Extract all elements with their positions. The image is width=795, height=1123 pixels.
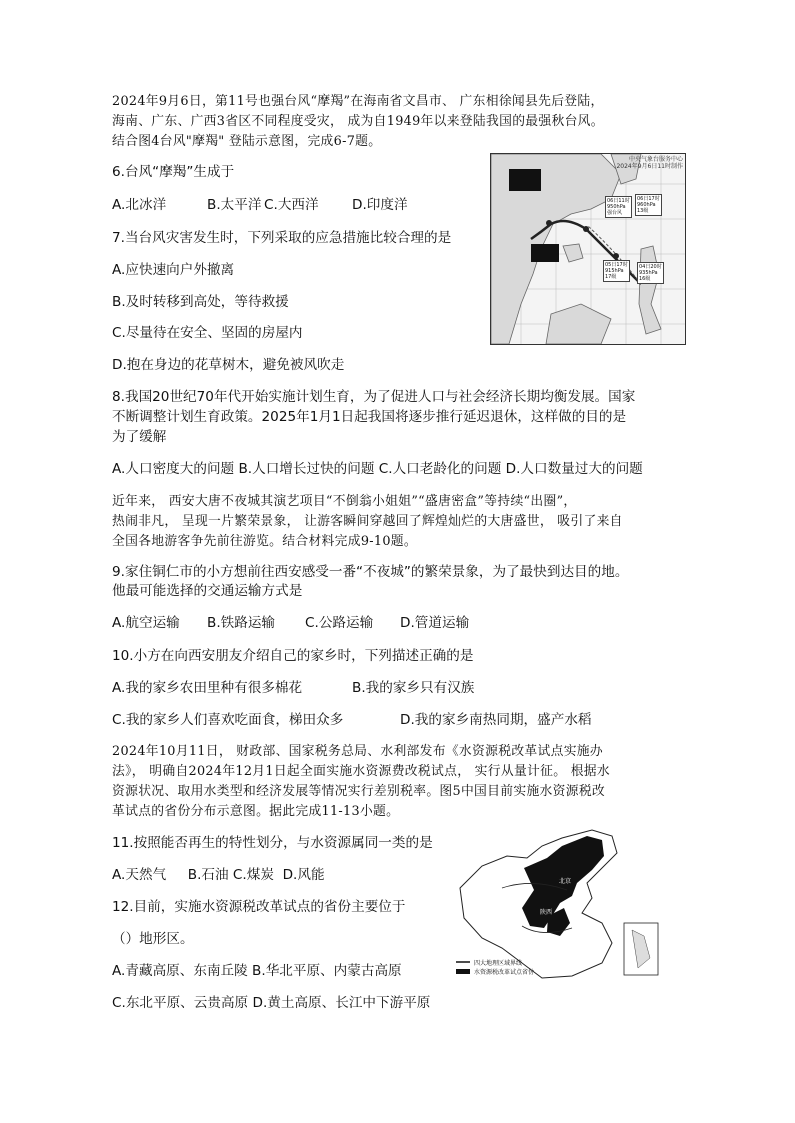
q6-option-c[interactable]: C.大西洋 xyxy=(264,197,319,213)
question-12-stem: 12.目前，实施水资源税改革试点的省份主要位于 xyxy=(112,899,406,915)
legend-pilot-province: 水资源税改革试点省份 xyxy=(474,969,535,976)
province-label: 陕西 xyxy=(540,909,553,916)
province-label: 北京 xyxy=(559,878,572,885)
q10-option-d[interactable]: D.我的家乡南热同期，盛产水稻 xyxy=(400,712,592,728)
intro-line: 结合图4台风"摩羯" 登陆示意图，完成6-7题。 xyxy=(112,134,382,149)
water-tax-province-map xyxy=(452,828,674,988)
question-12-stem: （）地形区。 xyxy=(112,931,194,947)
q8-options[interactable]: A.人口密度大的问题 B.人口增长过快的问题 C.人口老龄化的问题 D.人口数量过大的问题 xyxy=(112,461,643,477)
q11-options[interactable]: A.天然气 B.石油 C.煤炭 D.风能 xyxy=(112,867,325,883)
question-9-stem: 9.家住铜仁市的小方想前往西安感受一番“不夜城”的繁荣景象，为了最快到达目的地。 xyxy=(112,564,629,580)
q6-option-b[interactable]: B.太平洋 xyxy=(207,197,262,213)
map-label-box: 04日20时 935hPa 16级 xyxy=(639,264,662,282)
q7-option-c[interactable]: C.尽量待在安全、坚固的房屋内 xyxy=(112,325,303,341)
q9-option-a[interactable]: A.航空运输 xyxy=(112,615,180,631)
question-9-stem: 他最可能选择的交通运输方式是 xyxy=(112,583,303,599)
intro-line: 资源状况、取用水类型和经济发展等情况实行差别税率。图5中国目前实施水资源税改 xyxy=(112,784,606,799)
q10-option-a[interactable]: A.我的家乡农田里种有很多棉花 xyxy=(112,680,303,696)
question-8-stem: 为了缓解 xyxy=(112,429,167,445)
intro-line: 2024年10月11日， 财政部、国家税务总局、水利部发布《水资源税改革试点实施办 xyxy=(112,744,604,759)
map-note: 中央气象台服务中心 2024年9月6日11时制作 xyxy=(616,156,683,170)
q9-option-c[interactable]: C.公路运输 xyxy=(305,615,374,631)
map-label-box: 06日17时 960hPa 13级 xyxy=(637,196,660,214)
typhoon-map-graphic xyxy=(491,154,685,344)
intro-line: 2024年9月6日，第11号也强台风“摩羯”在海南省文昌市、 广东相徐闻县先后登陆， xyxy=(112,94,604,109)
q12-option-ab[interactable]: A.青藏高原、东南丘陵 B.华北平原、内蒙古高原 xyxy=(112,963,402,979)
q6-option-a[interactable]: A.北冰洋 xyxy=(112,197,167,213)
question-8-stem: 不断调整计划生育政策。2025年1月1日起我国将逐步推行延迟退休，这样做的目的是 xyxy=(112,409,627,425)
question-6-stem: 6.台风“摩羯”生成于 xyxy=(112,164,235,180)
intro-line: 革试点的省份分布示意图。据此完成11-13小题。 xyxy=(112,804,400,819)
q7-option-a[interactable]: A.应快速向户外撤离 xyxy=(112,262,235,278)
map-label-box: 05日17时 915hPa 17级 xyxy=(605,262,628,280)
intro-line: 全国各地游客争先前往游览。结合材料完成9-10题。 xyxy=(112,534,417,549)
q10-option-c[interactable]: C.我的家乡人们喜欢吃面食，梯田众多 xyxy=(112,712,344,728)
q9-option-d[interactable]: D.管道运输 xyxy=(400,615,470,631)
question-11-stem: 11.按照能否再生的特性划分，与水资源属同一类的是 xyxy=(112,835,433,851)
q9-option-b[interactable]: B.铁路运输 xyxy=(207,615,276,631)
legend-boundary: 四大地理区域界线 xyxy=(474,960,523,967)
typhoon-track-map xyxy=(490,153,686,345)
intro-line: 热闹非凡， 呈现一片繁荣景象， 让游客瞬间穿越回了辉煌灿烂的大唐盛世， 吸引了来自 xyxy=(112,514,623,529)
q7-option-d[interactable]: D.抱在身边的花草树木，避免被风吹走 xyxy=(112,357,345,373)
q7-option-b[interactable]: B.及时转移到高处，等待救援 xyxy=(112,294,289,310)
map-label-box: 06日11时 950hPa 强台风 xyxy=(607,198,630,216)
question-10-stem: 10.小方在向西安朋友介绍自己的家乡时，下列描述正确的是 xyxy=(112,648,474,664)
question-8-stem: 8.我国20世纪70年代开始实施计划生育，为了促进人口与社会经济长期均衡发展。国家 xyxy=(112,389,636,405)
q6-option-d[interactable]: D.印度洋 xyxy=(352,197,408,213)
question-7-stem: 7.当台风灾害发生时，下列采取的应急措施比较合理的是 xyxy=(112,230,452,246)
q10-option-b[interactable]: B.我的家乡只有汉族 xyxy=(352,680,475,696)
intro-line: 近年来， 西安大唐不夜城其演艺项目“不倒翁小姐姐”“盛唐密盒”等持续“出圈”， xyxy=(112,494,577,509)
intro-line: 海南、广东、广西3省区不同程度受灾， 成为自1949年以来登陆我国的最强秋台风。 xyxy=(112,114,604,129)
q12-option-cd[interactable]: C.东北平原、云贵高原 D.黄土高原、长江中下游平原 xyxy=(112,995,431,1011)
intro-line: 法》， 明确自2024年12月1日起全面实施水资源费改税试点， 实行从量计征。 根据水 xyxy=(112,764,610,779)
